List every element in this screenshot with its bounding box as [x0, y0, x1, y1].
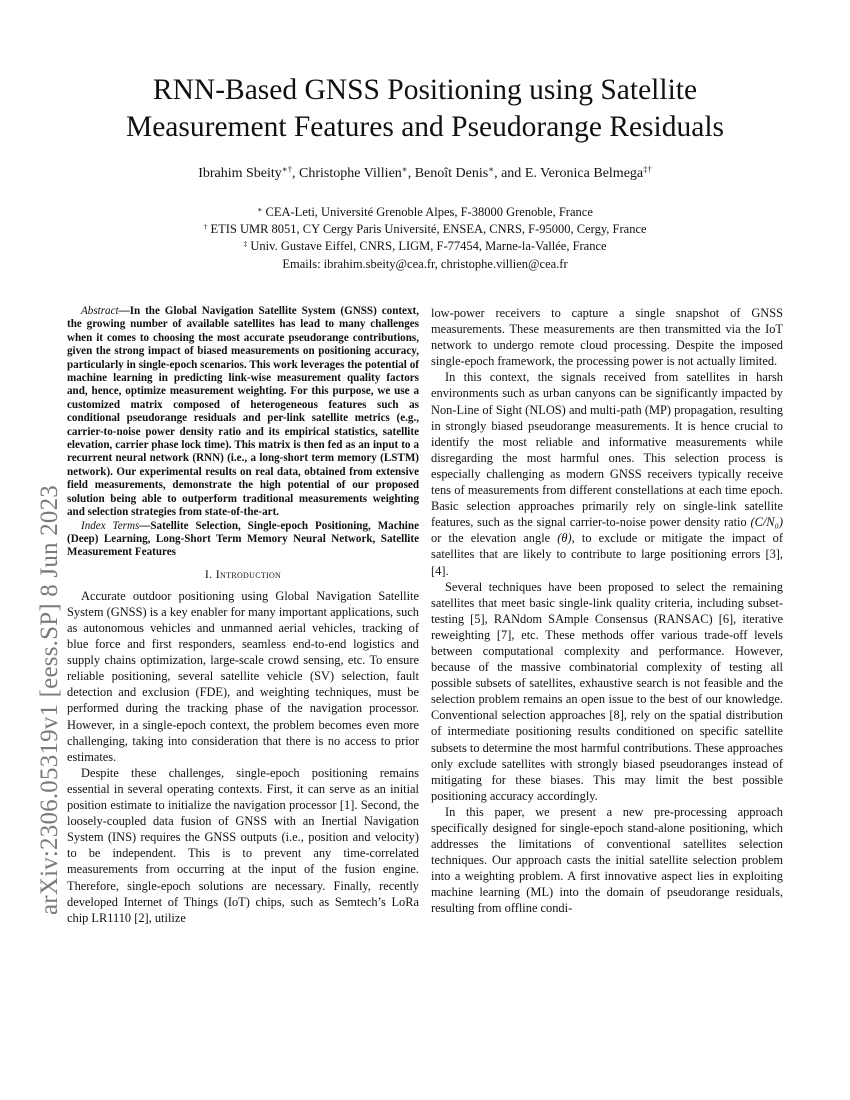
abstract: Abstract—In the Global Navigation Satellite System (GNSS) context, the growing number of available satellites has lead to many challenges when it comes to choosing the most accurate pseudorange contributions, given the strong impact of biased measurements on positioning accuracy, particularly in single-epoch scenarios. This work leverages the potential of machine learning in predicting link-wise measurement quality factors and, hence, optimize measurement weighting. For this purpose, we use a customized matrix composed of heterogeneous features such as conditional pseudorange residuals and per-link satellite metrics (e.g., carrier-to-noise power density ratio and its empirical statistics, satellite elevation, carrier phase lock time). This matrix is then fed as an input to a recurrent neural network (RNN) (i.e., a long-short term memory (LSTM) network). Our experimental results on real data, obtained from extensive field measurements, demonstrate the high potential of our proposed solution being able to outperform traditional measurements weighting and selection strategies from state-of-the-art. [67, 305, 419, 519]
affiliation-block [70, 204, 780, 273]
paragraph: Several techniques have been proposed to select the remaining satellites that meet basic single-link quality criteria, including subset-testing [5], RANdom SAmple Consensus (RANSAC) [6], iterative reweighting [7], etc. These methods offer various trade-off levels between computational complexity and performance. However, because of the massive combinatorial complexity of testing all possible subsets of satellites, exhaustive search is not feasible and the selection problem remains an open issue to the best of our knowledge. Conventional selection approaches [8], rely on the spatial distribution of intermediate positioning results conditioned on specific satellite subsets to determine the most harmful contributions. These approaches only exclude satellites with strongly biased pseudoranges instead of mitigating for these biases. This may limit the best possible positioning accuracy accordingly. [431, 579, 783, 803]
affiliation: † ETIS UMR 8051, CY Cergy Paris Université, ENSEA, CNRS, F-95000, Cergy, France [203, 221, 647, 237]
author: Ibrahim Sbeity∗† [198, 164, 293, 181]
index-terms: Index Terms—Satellite Selection, Single-epoch Positioning, Machine (Deep) Learning, Long-Short Term Memory Neural Network, Satellite Measurement Features [67, 519, 419, 559]
left-column [67, 305, 419, 926]
author: Benoît Denis∗ [414, 164, 495, 181]
arxiv-identifier: arXiv:2306.05319v1 [eess.SP] 8 Jun 2023 [36, 484, 63, 916]
paper-title: RNN-Based GNSS Positioning using Satellite Measurement Features and Pseudorange Residuals [125, 74, 725, 143]
paragraph: In this context, the signals received from satellites in harsh environments such as urban canyons can be significantly impacted by Non-Line of Sight (NLOS) and multi-path (MP) propagation, resulting in strongly biased pseudorange measurements. It is hence crucial to identify the most reliable and informative measurements while disregarding the most harmful ones. This selection process is especially challenging as modern GNSS receivers typically receive tens of measurements from different constellations at each time epoch. Basic selection approaches primarily rely on single-link satellite features, such as the signal carrier-to-noise power density ratio (C/N₀) or the elevation angle (θ), to exclude or mitigate the impact of satellites that are likely to contribute to large positioning errors [3], [4]. [431, 370, 784, 578]
author: E. Veronica Belmega‡† [524, 164, 652, 181]
theta-symbol: (θ) [557, 531, 572, 546]
affiliation: ∗ CEA-Leti, Université Grenoble Alpes, F-38000 Grenoble, France [257, 204, 593, 219]
author: Christophe Villien∗ [299, 164, 408, 181]
section-heading-introduction: I. Introduction [204, 566, 282, 581]
paragraph: Accurate outdoor positioning using Global Navigation Satellite System (GNSS) is a key enabler for many important applications, such as autonomous vehicles and unmanned aerial vehicles, tracking of blue force and first responders, seamless end-to-end logistics and supply chains optimization, large-scale crowd sensing, etc. To ensure reliable positioning, several satellite vehicle (SV) selection, fault detection and exclusion (FDE), and weighting techniques, must be performed during the tracking phase of the navigation processor. However, in a single-epoch context, the problem becomes even more challenging, taking into consideration that there is no access to prior estimates. [67, 588, 419, 764]
paragraph: Despite these challenges, single-epoch positioning remains essential in several operating contexts. First, it can serve as an initial position estimate to initialize the navigation processor [1]. Second, the loosely-coupled data fusion of GNSS with an Inertial Navigation System (INS) requires the GNSS outputs (i.e., position and velocity) to be independent. This is to prevent any time-correlated measurements from occurring at the input of the fusion engine. Therefore, single-epoch solutions are necessary. Finally, recently developed Internet of Things (IoT) chips, such as Semtech’s LoRa chip LR1110 [2], utilize [67, 765, 419, 925]
affiliation: ‡ Univ. Gustave Eiffel, CNRS, LIGM, F-77454, Marne-la-Vallée, France [243, 239, 607, 254]
author-list: Ibrahim Sbeity∗†, Christophe Villien∗, Benoît Denis∗, and E. Veronica Belmega‡† [198, 164, 652, 181]
cn0-symbol: (C/N₀) [750, 515, 783, 530]
paragraph: In this paper, we present a new pre-processing approach specifically designed for single-epoch stand-alone positioning, which addresses the limitations of conventional satellites selection techniques. Our approach casts the initial satellite selection problem into a weighting problem. A first innovative aspect lies in exploiting machine learning (ML) into the domain of pseudorange residuals, resulting from offline condi- [431, 804, 783, 916]
right-column [431, 305, 783, 917]
paragraph: low-power receivers to capture a single snapshot of GNSS measurements. These measurements are then transmitted via the IoT network to undergo remote cloud processing. Despite the imposed single-epoch framework, the processing power is not actually limited. [431, 306, 783, 369]
contact-emails: Emails: ibrahim.sbeity@cea.fr, christophe.villien@cea.fr [282, 256, 568, 271]
